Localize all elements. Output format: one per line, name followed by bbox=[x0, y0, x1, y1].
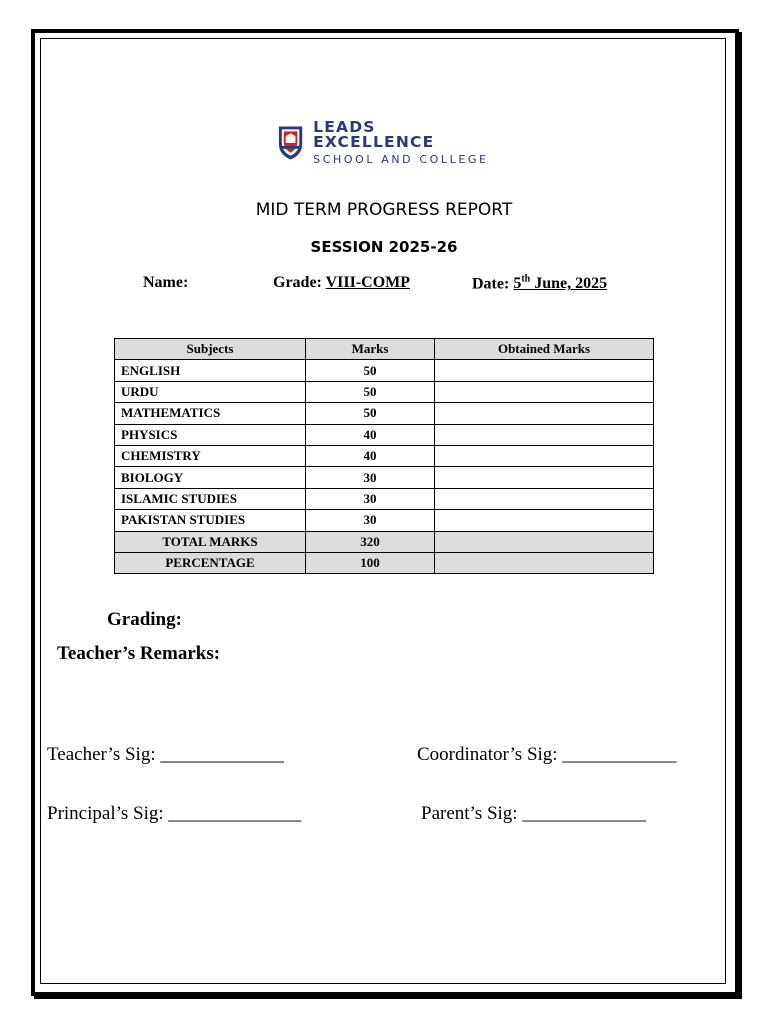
marks-table bbox=[114, 338, 654, 574]
obtained-cell bbox=[435, 488, 654, 509]
marks-cell: 50 bbox=[306, 381, 435, 402]
subject-cell: MATHEMATICS bbox=[115, 403, 306, 424]
teacher-signature-line: Teacher’s Sig: _____________ bbox=[47, 744, 284, 765]
coordinator-signature-line: Coordinator’s Sig: ____________ bbox=[417, 744, 677, 765]
date-field bbox=[472, 274, 607, 293]
date-label: Date: bbox=[472, 275, 510, 293]
obtained-cell bbox=[435, 360, 654, 381]
obtained-cell bbox=[435, 510, 654, 531]
report-session: SESSION 2025-26 bbox=[310, 238, 458, 256]
table-row bbox=[115, 360, 654, 381]
school-name-line2: SCHOOL AND COLLEGE bbox=[313, 152, 489, 166]
student-name-field bbox=[143, 274, 188, 292]
total-marks-value: 320 bbox=[306, 531, 435, 552]
obtained-cell bbox=[435, 381, 654, 402]
subject-cell: ISLAMIC STUDIES bbox=[115, 488, 306, 509]
subject-cell: CHEMISTRY bbox=[115, 445, 306, 466]
school-logo bbox=[276, 117, 498, 166]
header-marks: Marks bbox=[306, 339, 435, 360]
report-title: MID TERM PROGRESS REPORT bbox=[255, 200, 513, 220]
school-crest-icon bbox=[276, 122, 305, 162]
marks-cell: 40 bbox=[306, 445, 435, 466]
date-rest: June, 2025 bbox=[530, 275, 608, 293]
total-marks-row bbox=[115, 531, 654, 552]
subject-cell: URDU bbox=[115, 381, 306, 402]
percentage-value: 100 bbox=[306, 552, 435, 573]
grading-label: Grading: bbox=[107, 609, 182, 630]
school-name-line1: LEADS EXCELLENCE bbox=[313, 117, 435, 151]
header-obtained-marks: Obtained Marks bbox=[435, 339, 654, 360]
table-row bbox=[115, 467, 654, 488]
total-obtained-cell bbox=[435, 531, 654, 552]
table-row bbox=[115, 424, 654, 445]
marks-cell: 50 bbox=[306, 360, 435, 381]
subject-cell: PAKISTAN STUDIES bbox=[115, 510, 306, 531]
percentage-row bbox=[115, 552, 654, 573]
subject-cell: PHYSICS bbox=[115, 424, 306, 445]
obtained-cell bbox=[435, 445, 654, 466]
header-subjects: Subjects bbox=[115, 339, 306, 360]
date-day: 5 bbox=[513, 275, 522, 293]
grade-value: VIII-COMP bbox=[325, 274, 411, 291]
percentage-label: PERCENTAGE bbox=[115, 552, 306, 573]
marks-cell: 40 bbox=[306, 424, 435, 445]
parent-signature-line: Parent’s Sig: _____________ bbox=[421, 803, 646, 824]
subject-cell: BIOLOGY bbox=[115, 467, 306, 488]
marks-cell: 30 bbox=[306, 510, 435, 531]
table-row bbox=[115, 381, 654, 402]
table-header-row bbox=[115, 339, 654, 360]
obtained-cell bbox=[435, 403, 654, 424]
date-value bbox=[513, 275, 607, 292]
percentage-obtained-cell bbox=[435, 552, 654, 573]
name-label: Name: bbox=[143, 274, 189, 291]
table-row bbox=[115, 510, 654, 531]
principal-signature-line: Principal’s Sig: ______________ bbox=[47, 803, 302, 824]
table-row bbox=[115, 488, 654, 509]
table-row bbox=[115, 445, 654, 466]
grade-field bbox=[273, 274, 410, 292]
obtained-cell bbox=[435, 467, 654, 488]
teacher-remarks-label: Teacher’s Remarks: bbox=[57, 643, 221, 664]
total-label: TOTAL MARKS bbox=[115, 531, 306, 552]
date-suffix: th bbox=[521, 274, 531, 285]
table-row bbox=[115, 403, 654, 424]
marks-cell: 30 bbox=[306, 488, 435, 509]
marks-cell: 50 bbox=[306, 403, 435, 424]
subject-cell: ENGLISH bbox=[115, 360, 306, 381]
obtained-cell bbox=[435, 424, 654, 445]
grade-label: Grade: bbox=[273, 274, 322, 291]
marks-cell: 30 bbox=[306, 467, 435, 488]
